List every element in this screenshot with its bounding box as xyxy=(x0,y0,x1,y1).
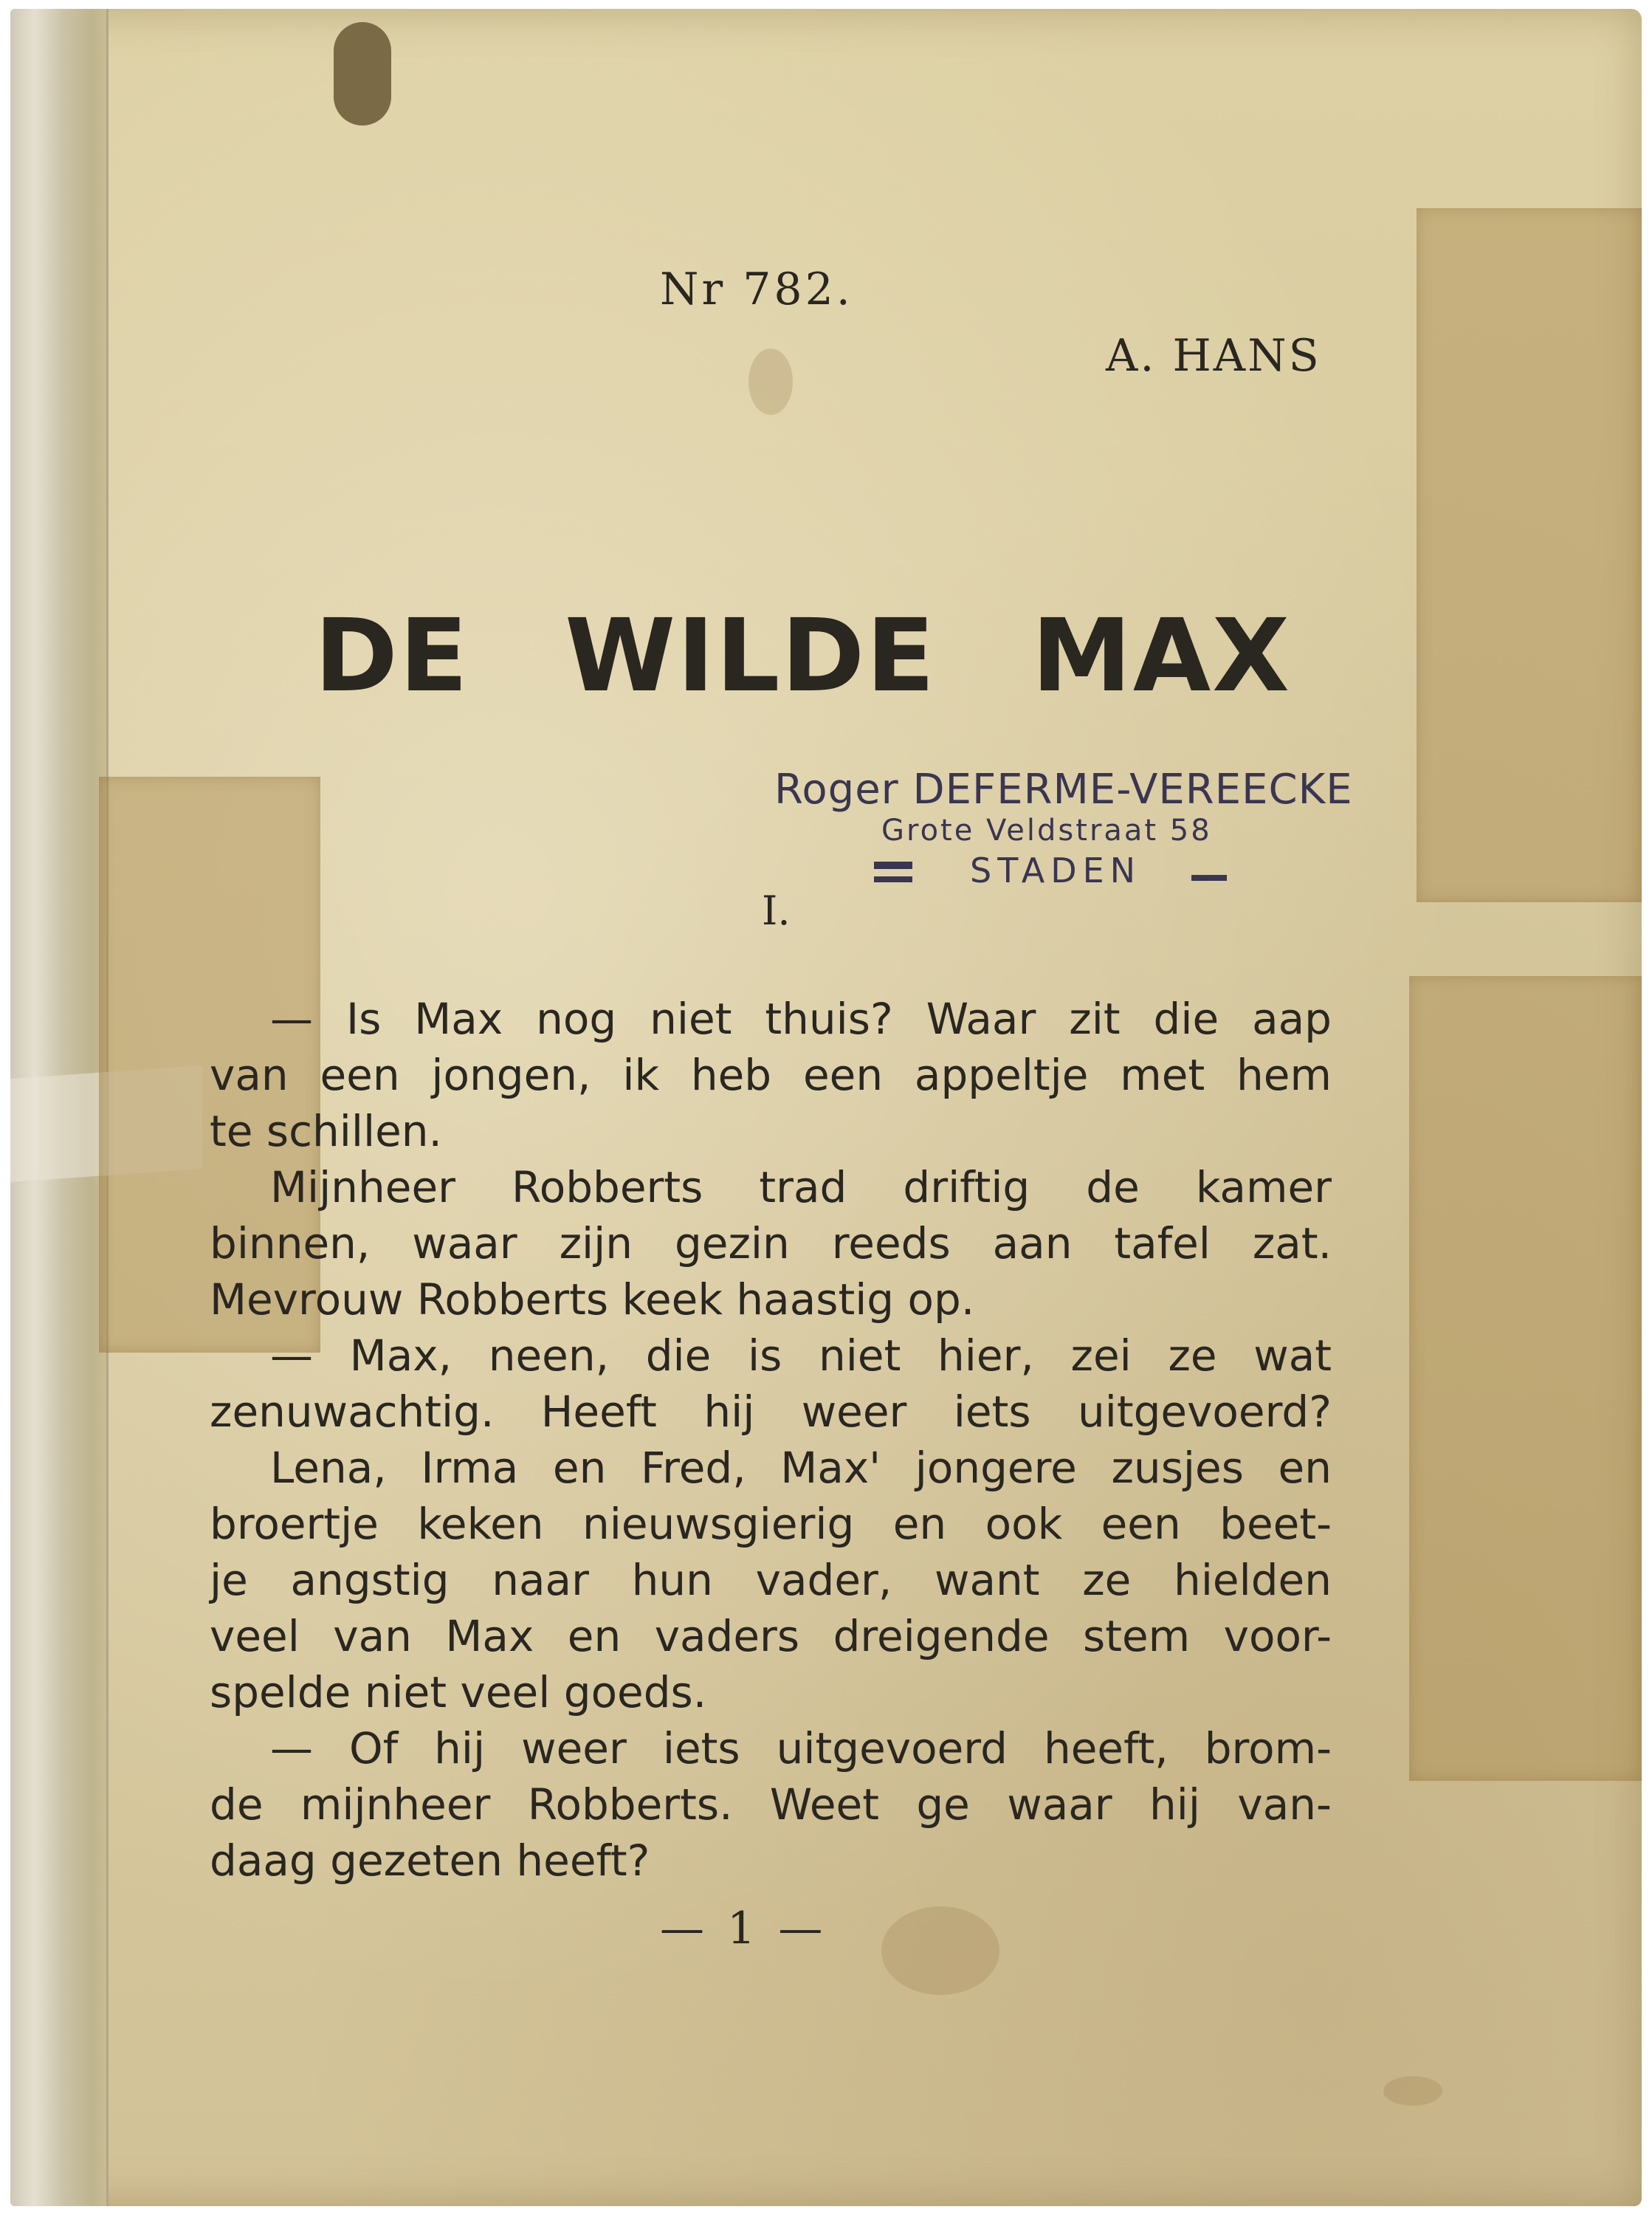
text-line: binnen, waar zijn gezin reeds aan tafel zat. xyxy=(210,1218,1332,1268)
text-line: broertje keken nieuwsgierig en ook een beet- xyxy=(210,1499,1332,1549)
page-number: — 1 — xyxy=(660,1903,827,1954)
stamp-town: STADEN xyxy=(970,851,1142,890)
text-line: de mijnheer Robberts. Weet ge waar hij van- xyxy=(210,1779,1332,1830)
text-line: zenuwachtig. Heeft hij weer iets uitgevoerd? xyxy=(210,1387,1332,1437)
text-line: Mijnheer Robberts trad driftig de kamer xyxy=(270,1162,1332,1212)
paper-stain xyxy=(1383,2076,1442,2106)
text-line: — Of hij weer iets uitgevoerd heeft, brom- xyxy=(270,1723,1332,1773)
stamp-mark-left xyxy=(874,862,912,869)
booklet-number: Nr 782. xyxy=(660,264,853,315)
text-line: — Is Max nog niet thuis? Waar zit die aap xyxy=(270,994,1332,1044)
tape-patch-right-bottom xyxy=(1409,976,1642,1781)
paper-stain xyxy=(748,348,793,415)
booklet-page xyxy=(10,9,1642,2206)
stamp-mark-left xyxy=(874,876,912,882)
stamp-street: Grote Veldstraat 58 xyxy=(881,814,1212,848)
text-line: te schillen. xyxy=(210,1106,442,1156)
punch-hole xyxy=(334,22,391,126)
text-line: Lena, Irma en Fred, Max' jongere zusjes en xyxy=(270,1443,1332,1493)
text-line: — Max, neen, die is niet hier, zei ze wat xyxy=(270,1330,1332,1381)
author-name: A. HANS xyxy=(1106,330,1321,382)
text-line: van een jongen, ik heb een appeltje met hem xyxy=(210,1050,1332,1100)
book-title: DE WILDE MAX xyxy=(314,598,1291,715)
text-line: je angstig naar hun vader, want ze hielden xyxy=(210,1555,1332,1605)
text-line: spelde niet veel goeds. xyxy=(210,1667,707,1717)
body-text xyxy=(210,991,1332,1889)
chapter-number: I. xyxy=(762,887,791,934)
text-line: veel van Max en vaders dreigende stem voor- xyxy=(210,1611,1332,1661)
text-line: Mevrouw Robberts keek haastig op. xyxy=(210,1274,975,1325)
paper-stain xyxy=(881,1906,999,1995)
text-line: daag gezeten heeft? xyxy=(210,1835,650,1886)
stamp-mark-right xyxy=(1191,875,1227,881)
stamp-owner-name: Roger DEFERME-VEREECKE xyxy=(774,766,1353,814)
tape-patch-right-top xyxy=(1417,208,1642,902)
